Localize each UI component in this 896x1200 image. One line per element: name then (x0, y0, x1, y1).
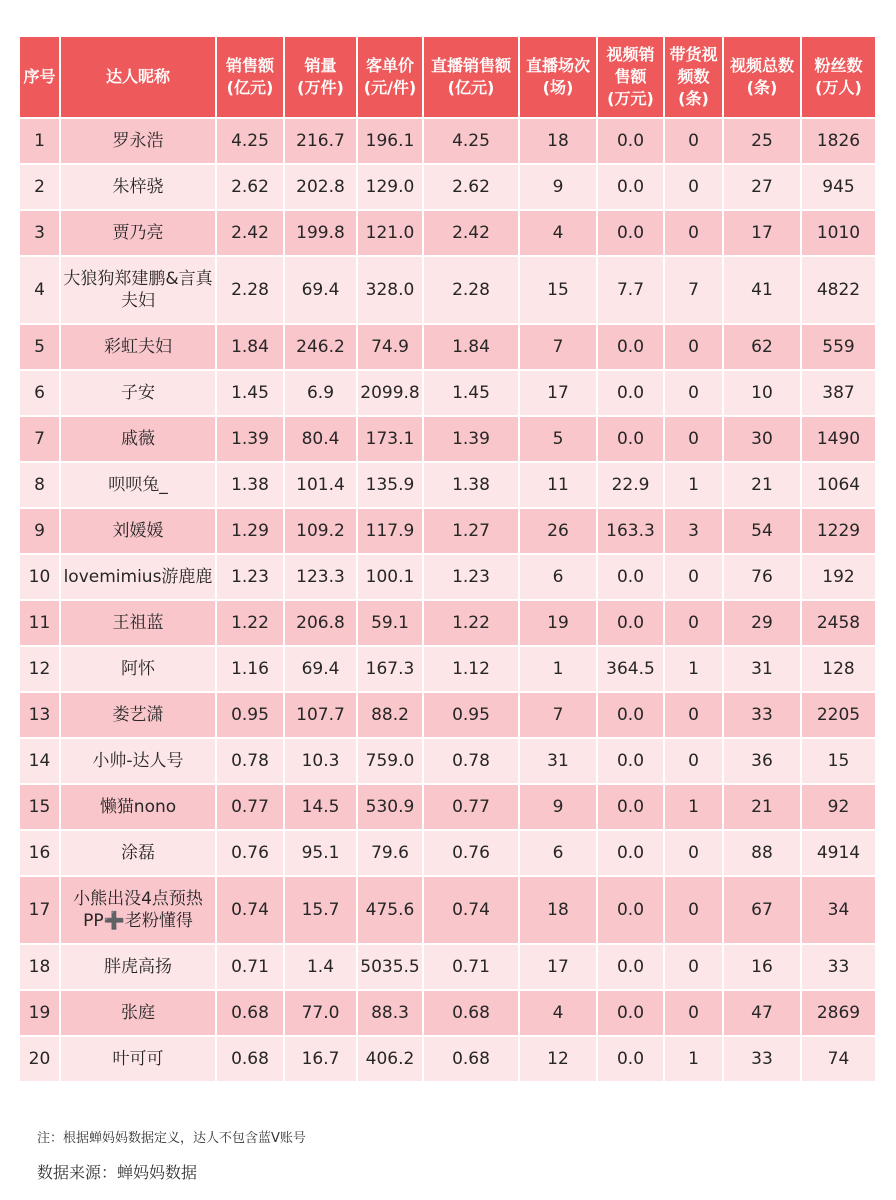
table-row (20, 739, 875, 783)
table-row (20, 1037, 875, 1081)
cell-total-videos: 25 (724, 119, 800, 163)
cell-selling-videos: 1 (665, 463, 722, 507)
cell-volume: 69.4 (285, 257, 356, 323)
cell-video-sales: 0.0 (598, 1037, 663, 1081)
cell-total-videos: 21 (724, 463, 800, 507)
cell-nickname: 朱梓骁 (61, 165, 215, 209)
cell-total-videos: 36 (724, 739, 800, 783)
cell-live-sessions: 17 (520, 945, 596, 989)
cell-total-videos: 21 (724, 785, 800, 829)
cell-live-sales: 0.78 (424, 739, 518, 783)
cell-total-videos: 17 (724, 211, 800, 255)
cell-selling-videos: 0 (665, 417, 722, 461)
cell-nickname: 彩虹夫妇 (61, 325, 215, 369)
cell-nickname: 涂磊 (61, 831, 215, 875)
header-video-sales: 视频销 售额 (万元) (598, 37, 663, 117)
footnote: 注：根据蝉妈妈数据定义，达人不包含蓝V账号 (37, 1131, 306, 1146)
cell-total-videos: 76 (724, 555, 800, 599)
cell-nickname: 子安 (61, 371, 215, 415)
cell-nickname: 张庭 (61, 991, 215, 1035)
cell-selling-videos: 0 (665, 945, 722, 989)
cell-unit-price: 2099.8 (358, 371, 422, 415)
cell-followers: 128 (802, 647, 875, 691)
cell-video-sales: 0.0 (598, 119, 663, 163)
cell-unit-price: 79.6 (358, 831, 422, 875)
cell-rank: 5 (20, 325, 59, 369)
cell-followers: 1064 (802, 463, 875, 507)
cell-volume: 202.8 (285, 165, 356, 209)
cell-followers: 387 (802, 371, 875, 415)
cell-rank: 8 (20, 463, 59, 507)
cell-live-sales: 2.28 (424, 257, 518, 323)
cell-unit-price: 173.1 (358, 417, 422, 461)
cell-unit-price: 88.2 (358, 693, 422, 737)
cell-followers: 34 (802, 877, 875, 943)
table-row (20, 831, 875, 875)
cell-unit-price: 406.2 (358, 1037, 422, 1081)
cell-total-videos: 10 (724, 371, 800, 415)
cell-live-sales: 2.62 (424, 165, 518, 209)
cell-unit-price: 5035.5 (358, 945, 422, 989)
cell-selling-videos: 0 (665, 877, 722, 943)
header-nickname: 达人昵称 (61, 37, 215, 117)
cell-rank: 15 (20, 785, 59, 829)
cell-total-videos: 41 (724, 257, 800, 323)
header-live-sessions: 直播场次 (场) (520, 37, 596, 117)
cell-nickname: 阿怀 (61, 647, 215, 691)
cell-rank: 3 (20, 211, 59, 255)
cell-live-sessions: 18 (520, 119, 596, 163)
cell-volume: 15.7 (285, 877, 356, 943)
cell-volume: 14.5 (285, 785, 356, 829)
table-row (20, 119, 875, 163)
cell-live-sessions: 17 (520, 371, 596, 415)
cell-total-videos: 30 (724, 417, 800, 461)
cell-total-videos: 27 (724, 165, 800, 209)
cell-followers: 92 (802, 785, 875, 829)
cell-sales: 0.68 (217, 991, 283, 1035)
cell-sales: 4.25 (217, 119, 283, 163)
cell-rank: 10 (20, 555, 59, 599)
cell-live-sessions: 12 (520, 1037, 596, 1081)
cell-followers: 15 (802, 739, 875, 783)
table-row (20, 463, 875, 507)
cell-live-sales: 1.38 (424, 463, 518, 507)
cell-nickname: 罗永浩 (61, 119, 215, 163)
cell-volume: 6.9 (285, 371, 356, 415)
cell-sales: 1.22 (217, 601, 283, 645)
cell-video-sales: 0.0 (598, 211, 663, 255)
cell-live-sessions: 19 (520, 601, 596, 645)
cell-video-sales: 7.7 (598, 257, 663, 323)
header-selling-videos: 带货视 频数 (条) (665, 37, 722, 117)
cell-followers: 33 (802, 945, 875, 989)
header-sales: 销售额 (亿元) (217, 37, 283, 117)
cell-sales: 1.23 (217, 555, 283, 599)
cell-live-sales: 0.68 (424, 1037, 518, 1081)
cell-video-sales: 0.0 (598, 991, 663, 1035)
cell-followers: 1490 (802, 417, 875, 461)
cell-selling-videos: 0 (665, 165, 722, 209)
cell-live-sales: 0.74 (424, 877, 518, 943)
cell-live-sales: 0.68 (424, 991, 518, 1035)
cell-sales: 1.45 (217, 371, 283, 415)
cell-live-sessions: 6 (520, 555, 596, 599)
cell-volume: 101.4 (285, 463, 356, 507)
cell-unit-price: 121.0 (358, 211, 422, 255)
cell-live-sessions: 7 (520, 325, 596, 369)
cell-sales: 0.78 (217, 739, 283, 783)
cell-live-sessions: 5 (520, 417, 596, 461)
cell-video-sales: 0.0 (598, 555, 663, 599)
cell-total-videos: 47 (724, 991, 800, 1035)
cell-sales: 0.68 (217, 1037, 283, 1081)
header-total-videos: 视频总数 (条) (724, 37, 800, 117)
cell-selling-videos: 0 (665, 991, 722, 1035)
cell-followers: 945 (802, 165, 875, 209)
cell-video-sales: 0.0 (598, 417, 663, 461)
table-row (20, 509, 875, 553)
cell-video-sales: 0.0 (598, 831, 663, 875)
cell-volume: 199.8 (285, 211, 356, 255)
cell-nickname: 胖虎高扬 (61, 945, 215, 989)
cell-nickname: 小熊出没4点预热PP➕老粉懂得 (61, 877, 215, 943)
cell-live-sessions: 31 (520, 739, 596, 783)
cell-rank: 17 (20, 877, 59, 943)
cell-rank: 16 (20, 831, 59, 875)
cell-unit-price: 117.9 (358, 509, 422, 553)
cell-total-videos: 88 (724, 831, 800, 875)
cell-followers: 74 (802, 1037, 875, 1081)
cell-live-sessions: 4 (520, 991, 596, 1035)
cell-rank: 12 (20, 647, 59, 691)
data-source: 数据来源：蝉妈妈数据 (37, 1163, 198, 1182)
cell-rank: 14 (20, 739, 59, 783)
cell-total-videos: 29 (724, 601, 800, 645)
cell-followers: 559 (802, 325, 875, 369)
cell-followers: 1229 (802, 509, 875, 553)
cell-rank: 6 (20, 371, 59, 415)
cell-unit-price: 167.3 (358, 647, 422, 691)
header-followers: 粉丝数 (万人) (802, 37, 875, 117)
cell-volume: 123.3 (285, 555, 356, 599)
cell-unit-price: 759.0 (358, 739, 422, 783)
cell-volume: 77.0 (285, 991, 356, 1035)
cell-live-sessions: 1 (520, 647, 596, 691)
cell-nickname: 懒猫nono (61, 785, 215, 829)
cell-live-sales: 1.23 (424, 555, 518, 599)
cell-nickname: 戚薇 (61, 417, 215, 461)
cell-live-sales: 1.84 (424, 325, 518, 369)
cell-live-sessions: 4 (520, 211, 596, 255)
cell-live-sales: 2.42 (424, 211, 518, 255)
cell-total-videos: 67 (724, 877, 800, 943)
cell-selling-videos: 7 (665, 257, 722, 323)
cell-unit-price: 74.9 (358, 325, 422, 369)
cell-volume: 109.2 (285, 509, 356, 553)
cell-live-sales: 1.27 (424, 509, 518, 553)
table-header-row (20, 37, 875, 117)
ranking-table (18, 35, 877, 1083)
header-live-sales: 直播销售额 (亿元) (424, 37, 518, 117)
cell-rank: 4 (20, 257, 59, 323)
cell-selling-videos: 0 (665, 555, 722, 599)
cell-video-sales: 364.5 (598, 647, 663, 691)
cell-rank: 9 (20, 509, 59, 553)
cell-video-sales: 163.3 (598, 509, 663, 553)
table-row (20, 417, 875, 461)
table-row (20, 555, 875, 599)
cell-sales: 2.28 (217, 257, 283, 323)
cell-sales: 1.29 (217, 509, 283, 553)
cell-video-sales: 0.0 (598, 945, 663, 989)
cell-video-sales: 0.0 (598, 325, 663, 369)
table-row (20, 257, 875, 323)
cell-unit-price: 135.9 (358, 463, 422, 507)
cell-followers: 4914 (802, 831, 875, 875)
cell-nickname: 刘媛媛 (61, 509, 215, 553)
cell-rank: 2 (20, 165, 59, 209)
cell-live-sessions: 18 (520, 877, 596, 943)
cell-total-videos: 62 (724, 325, 800, 369)
cell-live-sessions: 9 (520, 165, 596, 209)
cell-rank: 13 (20, 693, 59, 737)
cell-video-sales: 0.0 (598, 371, 663, 415)
cell-live-sessions: 6 (520, 831, 596, 875)
table-row (20, 211, 875, 255)
cell-live-sales: 4.25 (424, 119, 518, 163)
cell-followers: 2205 (802, 693, 875, 737)
table-row (20, 325, 875, 369)
cell-sales: 0.74 (217, 877, 283, 943)
cell-sales: 0.76 (217, 831, 283, 875)
cell-nickname: 小帅-达人号 (61, 739, 215, 783)
table-row (20, 647, 875, 691)
cell-selling-videos: 0 (665, 693, 722, 737)
table-row (20, 785, 875, 829)
cell-sales: 1.84 (217, 325, 283, 369)
cell-unit-price: 88.3 (358, 991, 422, 1035)
cell-volume: 206.8 (285, 601, 356, 645)
cell-unit-price: 59.1 (358, 601, 422, 645)
cell-live-sessions: 15 (520, 257, 596, 323)
cell-selling-videos: 0 (665, 119, 722, 163)
cell-rank: 20 (20, 1037, 59, 1081)
header-unit-price: 客单价 (元/件) (358, 37, 422, 117)
cell-selling-videos: 0 (665, 831, 722, 875)
cell-followers: 1010 (802, 211, 875, 255)
cell-sales: 1.38 (217, 463, 283, 507)
table-row (20, 693, 875, 737)
cell-live-sales: 1.45 (424, 371, 518, 415)
cell-video-sales: 0.0 (598, 601, 663, 645)
cell-selling-videos: 0 (665, 325, 722, 369)
cell-total-videos: 33 (724, 1037, 800, 1081)
cell-unit-price: 196.1 (358, 119, 422, 163)
cell-live-sales: 0.76 (424, 831, 518, 875)
cell-volume: 69.4 (285, 647, 356, 691)
cell-live-sales: 1.12 (424, 647, 518, 691)
cell-followers: 1826 (802, 119, 875, 163)
cell-selling-videos: 1 (665, 647, 722, 691)
cell-sales: 0.77 (217, 785, 283, 829)
cell-followers: 4822 (802, 257, 875, 323)
cell-rank: 11 (20, 601, 59, 645)
cell-volume: 107.7 (285, 693, 356, 737)
cell-selling-videos: 3 (665, 509, 722, 553)
cell-sales: 2.42 (217, 211, 283, 255)
cell-video-sales: 22.9 (598, 463, 663, 507)
cell-live-sales: 0.71 (424, 945, 518, 989)
header-rank: 序号 (20, 37, 59, 117)
cell-volume: 16.7 (285, 1037, 356, 1081)
cell-total-videos: 54 (724, 509, 800, 553)
cell-selling-videos: 1 (665, 785, 722, 829)
cell-live-sales: 1.22 (424, 601, 518, 645)
cell-sales: 1.39 (217, 417, 283, 461)
cell-volume: 10.3 (285, 739, 356, 783)
cell-selling-videos: 0 (665, 371, 722, 415)
table-row (20, 991, 875, 1035)
cell-nickname: 大狼狗郑建鹏&言真夫妇 (61, 257, 215, 323)
cell-volume: 216.7 (285, 119, 356, 163)
table-row (20, 945, 875, 989)
cell-volume: 80.4 (285, 417, 356, 461)
cell-total-videos: 31 (724, 647, 800, 691)
cell-selling-videos: 0 (665, 739, 722, 783)
cell-unit-price: 328.0 (358, 257, 422, 323)
cell-nickname: 贾乃亮 (61, 211, 215, 255)
cell-nickname: 叶可可 (61, 1037, 215, 1081)
cell-nickname: 娄艺潇 (61, 693, 215, 737)
cell-sales: 0.71 (217, 945, 283, 989)
cell-followers: 192 (802, 555, 875, 599)
cell-unit-price: 129.0 (358, 165, 422, 209)
cell-live-sessions: 7 (520, 693, 596, 737)
cell-volume: 95.1 (285, 831, 356, 875)
cell-live-sessions: 26 (520, 509, 596, 553)
cell-unit-price: 530.9 (358, 785, 422, 829)
table-row (20, 877, 875, 943)
cell-video-sales: 0.0 (598, 739, 663, 783)
cell-selling-videos: 0 (665, 211, 722, 255)
cell-followers: 2869 (802, 991, 875, 1035)
table-row (20, 165, 875, 209)
cell-volume: 246.2 (285, 325, 356, 369)
cell-nickname: 呗呗兔_ (61, 463, 215, 507)
cell-rank: 19 (20, 991, 59, 1035)
table-body (20, 119, 875, 1081)
cell-sales: 0.95 (217, 693, 283, 737)
cell-nickname: 王祖蓝 (61, 601, 215, 645)
cell-rank: 18 (20, 945, 59, 989)
cell-total-videos: 33 (724, 693, 800, 737)
cell-selling-videos: 1 (665, 1037, 722, 1081)
cell-rank: 1 (20, 119, 59, 163)
cell-total-videos: 16 (724, 945, 800, 989)
cell-sales: 1.16 (217, 647, 283, 691)
cell-selling-videos: 0 (665, 601, 722, 645)
cell-video-sales: 0.0 (598, 165, 663, 209)
cell-nickname: lovemimius游鹿鹿 (61, 555, 215, 599)
cell-unit-price: 475.6 (358, 877, 422, 943)
cell-live-sessions: 9 (520, 785, 596, 829)
cell-video-sales: 0.0 (598, 693, 663, 737)
cell-sales: 2.62 (217, 165, 283, 209)
cell-rank: 7 (20, 417, 59, 461)
cell-live-sales: 0.95 (424, 693, 518, 737)
table-row (20, 601, 875, 645)
cell-video-sales: 0.0 (598, 877, 663, 943)
cell-live-sales: 0.77 (424, 785, 518, 829)
cell-unit-price: 100.1 (358, 555, 422, 599)
cell-video-sales: 0.0 (598, 785, 663, 829)
table-row (20, 371, 875, 415)
cell-followers: 2458 (802, 601, 875, 645)
header-volume: 销量 (万件) (285, 37, 356, 117)
cell-volume: 1.4 (285, 945, 356, 989)
cell-live-sales: 1.39 (424, 417, 518, 461)
cell-live-sessions: 11 (520, 463, 596, 507)
